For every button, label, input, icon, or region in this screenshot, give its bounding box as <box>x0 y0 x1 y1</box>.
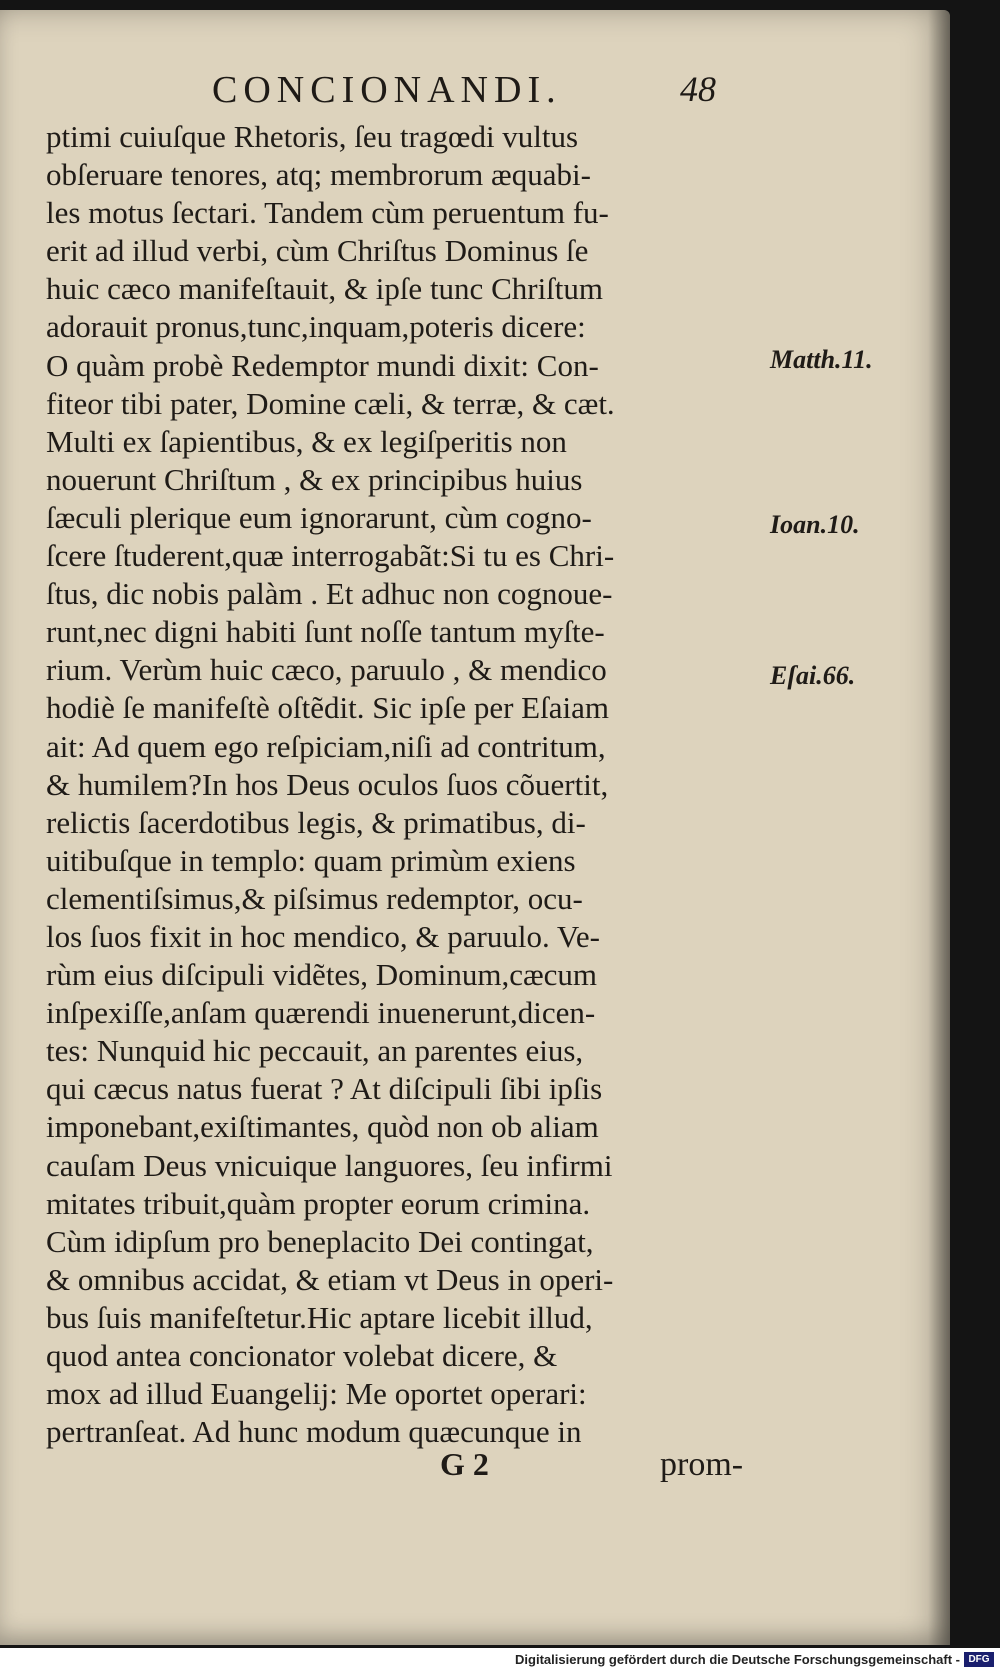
text-line: relictis ſacerdotibus legis, & primatibus, di- <box>46 804 586 840</box>
text-line: mox ad illud Euangelij: Me oportet operari: <box>46 1376 587 1412</box>
catchword: prom- <box>660 1446 744 1483</box>
text-line: runt,nec digni habiti ſunt noſſe tantum myſte- <box>46 614 605 650</box>
text-line: & humilem?In hos Deus oculos ſuos cõuertit, <box>46 766 609 802</box>
marginal-note: Ioan.10. <box>770 510 860 539</box>
text-line: qui cæcus natus fuerat ? At diſcipuli ſibi ipſis <box>46 1071 603 1107</box>
text-line: bus ſuis manifeſtetur.Hic aptare licebit illud, <box>46 1299 593 1335</box>
text-line: Cùm idipſum pro beneplacito Dei contingat, <box>46 1223 594 1259</box>
text-line: adorauit pronus,tunc,inquam,poteris dicere: <box>46 309 586 345</box>
text-line: uitibuſque in templo: quam primùm exiens <box>46 842 576 878</box>
text-line: inſpexiſſe,anſam quærendi inuenerunt,dicen- <box>46 995 596 1031</box>
marginal-note: Eſai.66. <box>770 661 856 690</box>
text-line: tes: Nunquid hic peccauit, an parentes eius, <box>46 1033 584 1069</box>
text-line: ait: Ad quem ego reſpiciam,niſi ad contritum, <box>46 728 606 764</box>
text-line: rium. Verùm huic cæco, paruulo , & mendico <box>46 652 607 688</box>
text-line: pertranſeat. Ad hunc modum quæcunque in <box>46 1414 582 1450</box>
funding-note: Digitalisierung gefördert durch die Deutsche Forschungsgemeinschaft - <box>515 1652 960 1667</box>
text-line: huic cæco manifeſtauit, & ipſe tunc Chriſtum <box>46 271 604 307</box>
text-line: fiteor tibi pater, Domine cæli, & terræ, & cæt. <box>46 385 615 421</box>
text-line: hodiè ſe manifeſtè oſtẽdit. Sic ipſe per Eſaiam <box>46 690 609 726</box>
text-line: erit ad illud verbi, cùm Chriſtus Dominus ſe <box>46 233 589 269</box>
text-line: nouerunt Chriſtum , & ex principibus huius <box>46 461 583 497</box>
text-line: & omnibus accidat, & etiam vt Deus in operi- <box>46 1261 614 1297</box>
book-page <box>0 10 950 1645</box>
text-line: O quàm probè Redemptor mundi dixit: Con- <box>46 347 599 383</box>
signature-mark: G 2 <box>440 1446 489 1482</box>
text-line: quod antea concionator volebat dicere, & <box>46 1338 558 1373</box>
text-line: imponebant,exiſtimantes, quòd non ob aliam <box>46 1109 599 1145</box>
text-line: cauſam Deus vnicuique languores, ſeu infirmi <box>46 1147 613 1183</box>
text-line: clementiſsimus,& piſsimus redemptor, ocu- <box>46 880 583 916</box>
text-line: ptimi cuiuſque Rhetoris, ſeu tragœdi vultus <box>46 119 579 154</box>
text-line: les motus ſectari. Tandem cùm peruentum fu- <box>46 195 609 231</box>
text-line: los ſuos fixit in hoc mendico, & paruulo. Ve- <box>46 918 600 954</box>
text-line: ſcere ſtuderent,quæ interrogabãt:Si tu es Chri- <box>46 538 615 574</box>
page-number: 48 <box>680 69 716 109</box>
text-line: ſtus, dic nobis palàm . Et adhuc non cognoue- <box>46 576 613 612</box>
running-head: CONCIONANDI. <box>212 69 562 111</box>
text-line: rùm eius diſcipuli vidẽtes, Dominum,cæcum <box>46 957 598 993</box>
text-line: ſæculi plerique eum ignorarunt, cùm cogno- <box>46 499 592 535</box>
marginal-note: Matth.11. <box>770 345 873 374</box>
text-line: mitates tribuit,quàm propter eorum crimina. <box>46 1185 591 1221</box>
text-line: Multi ex ſapientibus, & ex legiſperitis non <box>46 423 567 459</box>
footer-bar <box>0 1648 1000 1672</box>
body-text <box>46 118 746 1451</box>
text-line: obſeruare tenores, atq; membrorum æquabi- <box>46 157 591 193</box>
dfg-logo: DFG <box>964 1652 994 1667</box>
